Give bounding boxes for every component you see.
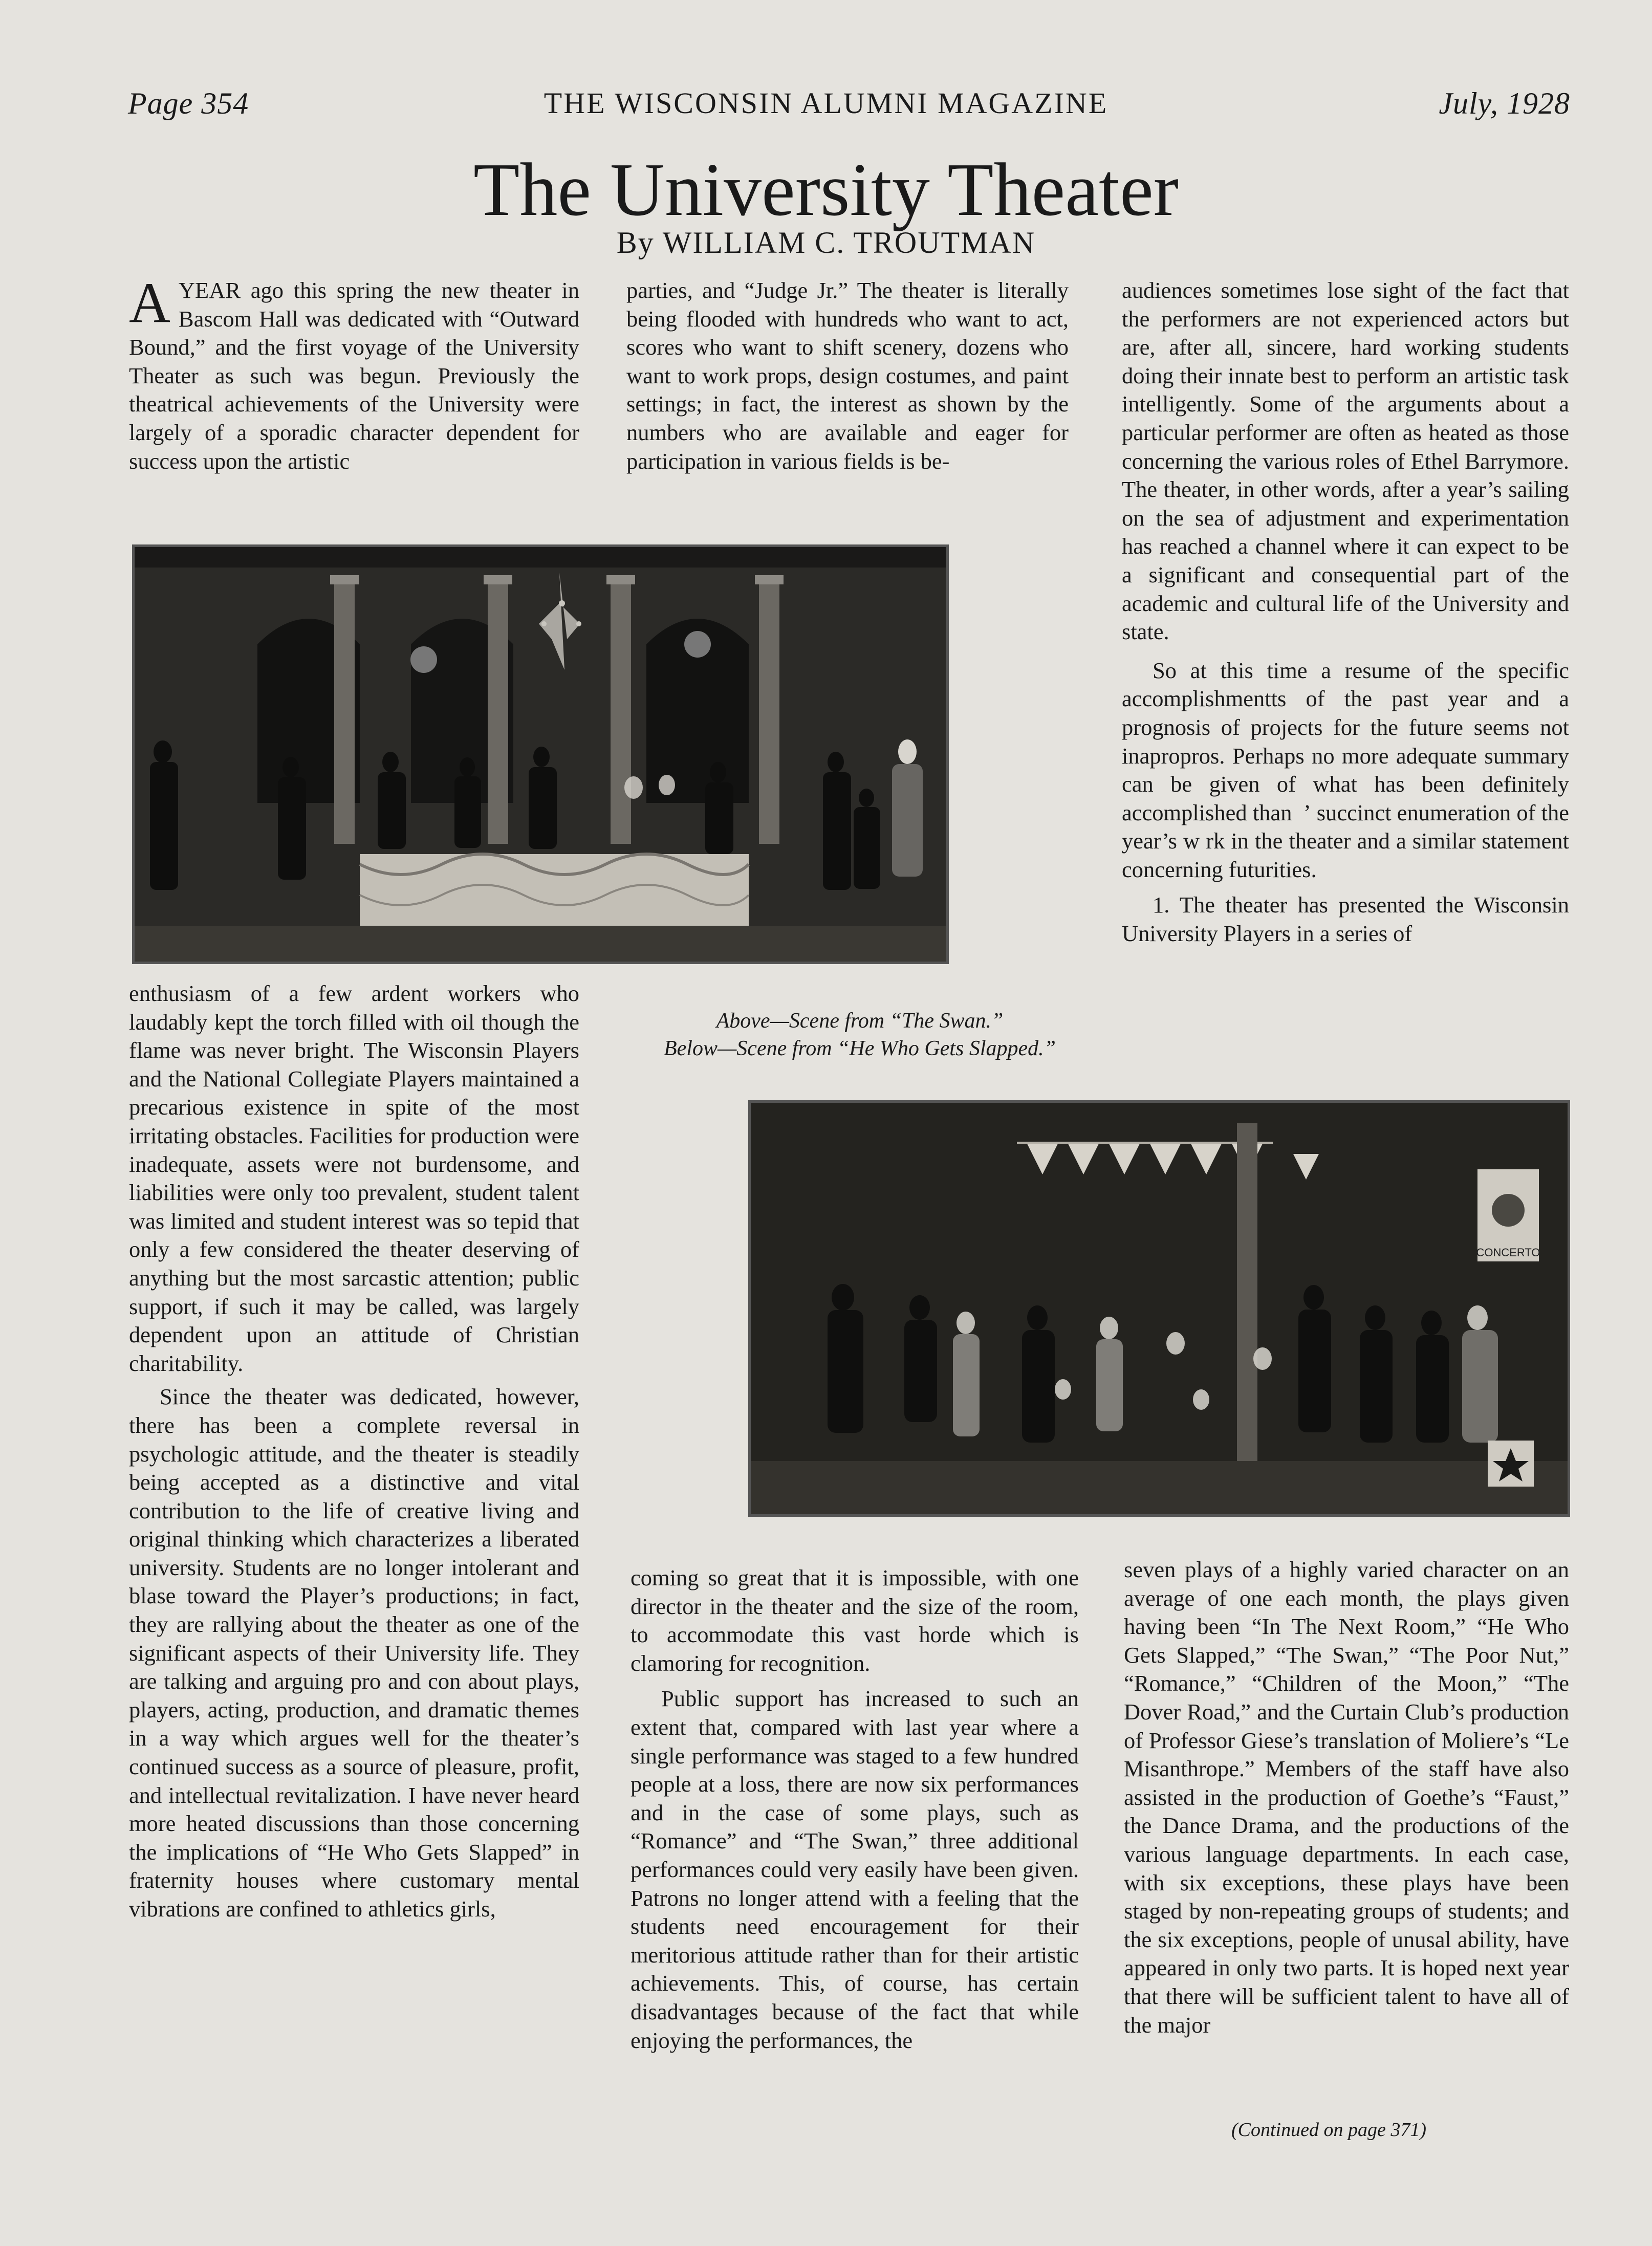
byline: By WILLIAM C. TROUTMAN: [616, 226, 1036, 259]
paragraph-participation: parties, and “Judge Jr.” The theater is literally being flooded with hundreds who want to act, scores who want to shift scenery, dozens who want to work props, design costumes, and paint settings; in fact, the interest as shown by the numbers who are available and eager for participation in various fields is be-: [626, 277, 1069, 474]
slapped-scene-illustration: [751, 1103, 1568, 1514]
paragraph-seven-plays: seven plays of a highly varied character on an average of one each month, the plays given having been “In The Next Room,” “He Who Gets Slapped,” “The Swan,” “The Poor Nut,” “Romance,” “Children of the Moon,” “The Dover Road,” and the Curtain Club’s production of Professor Giese’s translation of Moliere’s “Le Misanthrope.” Members of the staff have also assisted in the production of Goethe’s “Faust,” the Dance Drama, and the productions of the various language departments. In each case, with six exceptions, these plays have been staged by non-repeating groups of students; and the six exceptions, people of unusal ability, have appeared in only two parts. It is hoped next year that there will be sufficient talent to have all of the major: [1124, 1557, 1569, 2038]
caption-above: Above—Scene from “The Swan.”: [716, 1009, 1004, 1033]
column-3-top: [1122, 276, 1569, 948]
photo-he-who-gets-slapped: [748, 1100, 1570, 1517]
column-2-bottom: [631, 1564, 1079, 2055]
poster-label: CONCERTO: [1476, 1246, 1540, 1259]
column-1-bottom: [129, 979, 579, 1924]
photo-the-swan: [132, 544, 949, 964]
paragraph-item-1: 1. The theater has presented the Wisconsin University Players in a series of: [1122, 892, 1569, 947]
paragraph-public-support: Public support has increased to such an extent that, compared with last year where a single performance was staged to a few hundred people at a loss, there are now six performances and in the case of some plays, such as “Romance” and “The Swan,” three additional performances could very easily have been given. Patrons no longer attend with a feeling that the students need encouragement for their meritorious attitude rather than for their artistic achievements. This, of course, has certain disadvantages because of the fact that while enjoying the performances, the: [631, 1686, 1079, 2053]
paragraph-audiences: audiences sometimes lose sight of the fact that the performers are not experienced actors but are, after all, sincere, hard working students doing their innate best to perform an artistic task intelligently. Some of the arguments about a particular performer are often as heated as those concerning the various roles of Ethel Barrymore. The theater, in other words, after a year’s sailing on the sea of adjustment and experimentation has reached a channel where it can expect to be a significant and consequential part of the academic and cultural life of the University and state.: [1122, 277, 1569, 645]
drop-cap: A: [129, 271, 170, 335]
caption-below: Below—Scene from “He Who Gets Slapped.”: [663, 1037, 1056, 1060]
paragraph-resume: So at this time a resume of the specific accomplishmentts of the past year and a prognosis of projects for the future seems not inapropros. Perhaps no more adequate summary can be given of what has been definitely accomplished than ʼ succinct enumeration of the year’s w rk in the theater and a similar statement concerning futurities.: [1122, 657, 1569, 882]
column-2-top: [626, 276, 1069, 475]
magazine-title: THE WISCONSIN ALUMNI MAGAZINE: [544, 86, 1108, 120]
photo-caption: [624, 1007, 1095, 1062]
column-1-top: [129, 271, 579, 475]
paragraph-enthusiasm: enthusiasm of a few ardent workers who laudably kept the torch filled with oil though the flame was never bright. The Wisconsin Players and the National Collegiate Players maintained a precarious existence in spite of the most irritating obstacles. Facilities for production were inadequate, assets were not burdensome, and liabilities were only too prevalent, student talent was limited and student interest was so tepid that only a few considered the theater deserving of anything but the most sarcastic attention; public support, if such it may be called, was largely dependent upon an attitude of Christian charitability.: [129, 980, 579, 1376]
paragraph-horde: coming so great that it is impossible, with one director in the theater and the size of the room, to accommodate this vast horde which is clamoring for recognition.: [631, 1565, 1079, 1676]
column-3-bottom: [1124, 1556, 1569, 2039]
page-number: Page 354: [128, 86, 249, 120]
issue-date: July, 1928: [1439, 86, 1570, 120]
article-title: The University Theater: [473, 148, 1179, 232]
paragraph-intro: YEAR ago this spring the new theater in Bascom Hall was dedicated with “Outward Bound,” and the first voyage of the University Theater as such was begun. Previously the theatrical achievements of the University were largely of a sporadic character dependent for success upon the artistic: [129, 277, 579, 474]
swan-scene-illustration: [135, 547, 946, 962]
continued-note: (Continued on page 371): [1231, 2119, 1427, 2141]
paragraph-reversal: Since the theater was dedicated, however, there has been a complete reversal in psychologic attitude, and the theater is steadily being accepted as a distinctive and vital contribution to the life of creative living and original thinking which characterizes a liberated university. Students are no longer intolerant and blase toward the Player’s productions; in fact, they are rallying about the theater as one of the significant aspects of their University life. They are talking and arguing pro and con about plays, players, acting, production, and dramatic themes in a way which argues well for the theater’s continued success as a source of pleasure, profit, and intellectual revitalization. I have never heard more heated discussions than those concerning the implications of “He Who Gets Slapped” in fraternity houses where customary mental vibrations are confined to athletics girls,: [129, 1384, 579, 1922]
